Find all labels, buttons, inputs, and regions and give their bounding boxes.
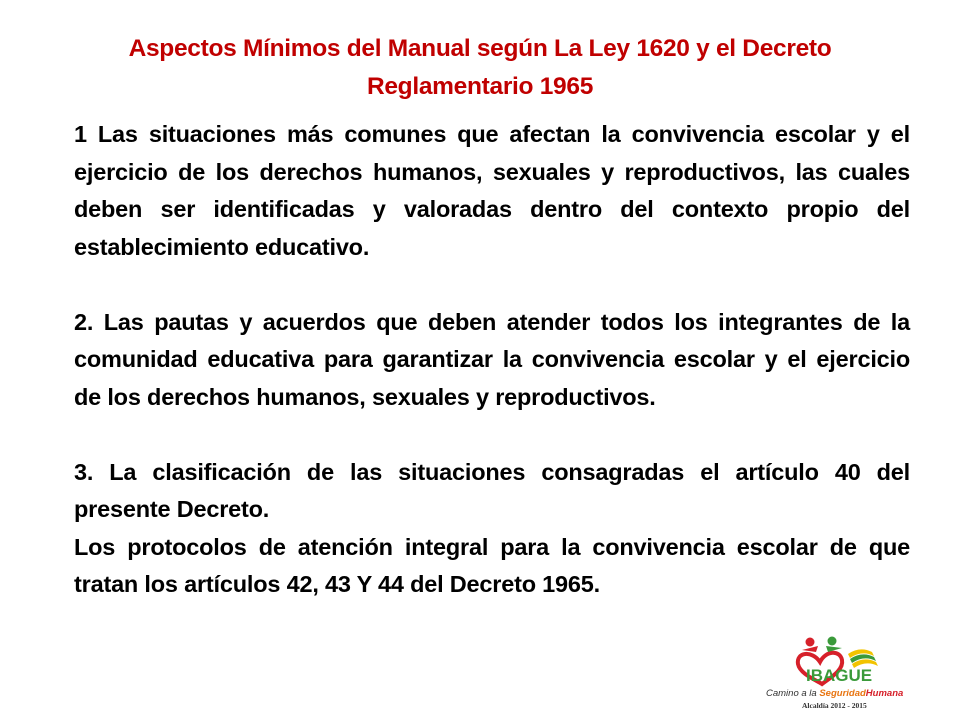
ibague-logo-graphic [760,632,930,712]
logo-slogan: Camino a la SeguridadHumana [766,688,904,699]
paragraph-2: 2. Las pautas y acuerdos que deben atender todos los integrantes de la comunidad educativa para garantizar la convivencia escolar y el ejercicio de los derechos humanos, sexuales y reproductivos. [74,308,910,410]
figure-head-icon [806,638,815,647]
logo-wordmark: IBAGUE [806,666,873,685]
paragraph-3: 3. La clasificación de las situaciones consagradas el artículo 40 del presente Decreto. [74,458,910,522]
slide-title: Aspectos Mínimos del Manual según La Ley 1620 y el Decreto Reglamentario 1965 [128,35,832,100]
figure-head-icon [828,637,837,646]
paragraph-1: 1 Las situaciones más comunes que afectan la convivencia escolar y el ejercicio de los derechos humanos, sexuales y reproductivos, las cuales deben ser identificadas y valoradas dentro del contexto propio del establecimiento educativo. [74,121,910,260]
figure-arm-icon [802,646,818,652]
ibague-logo [760,632,930,712]
paragraph-4: Los protocolos de atención integral para la convivencia escolar de que tratan los artículos 42, 43 Y 44 del Decreto 1965. [74,533,910,597]
slide-body [74,116,910,604]
logo-subtitle: Alcaldía 2012 - 2015 [802,701,867,710]
